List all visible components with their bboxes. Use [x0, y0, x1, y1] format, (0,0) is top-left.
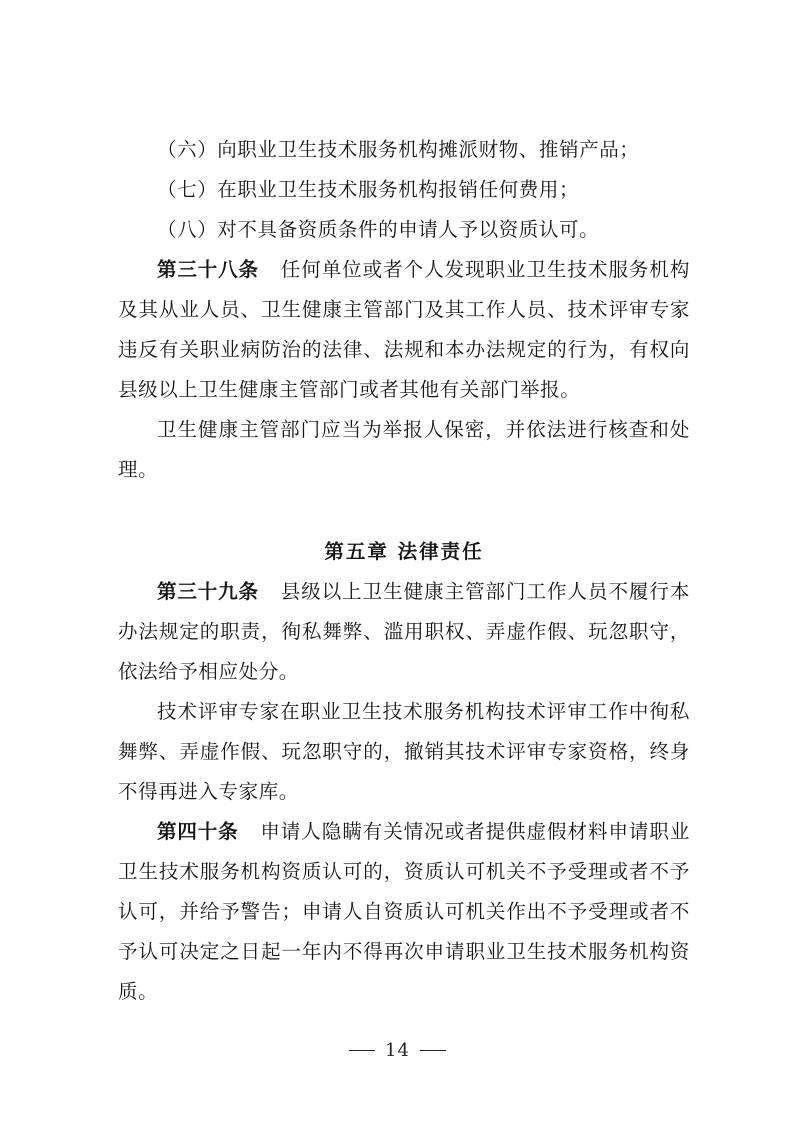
- page-number: 14: [385, 1040, 410, 1061]
- article-39-label: 第三十九条: [157, 580, 259, 603]
- footer-dash-right: [420, 1050, 446, 1051]
- article-39-subparagraph: 技术评审专家在职业卫生技术服务机构技术评审工作中徇私舞弊、弄虚作假、玩忽职守的，撤销其技术评审专家资格，终身不得再进入专家库。: [118, 700, 690, 803]
- article-39-text: 县级以上卫生健康主管部门工作人员不履行本办法规定的职责，徇私舞弊、滥用职权、弄虚作假、玩忽职守，依法给予相应处分。: [118, 580, 690, 683]
- list-item: （七）在职业卫生技术服务机构报销任何费用；: [157, 178, 580, 201]
- page-footer: [0, 1040, 795, 1062]
- article-38-text: 任何单位或者个人发现职业卫生技术服务机构及其从业人员、卫生健康主管部门及其工作人员、技术评审专家违反有关职业病防治的法律、法规和本办法规定的行为，有权向县级以上卫生健康主管部门或者其他有关部门举报。: [118, 258, 690, 401]
- article-40: [118, 812, 690, 1012]
- article-40-label: 第四十条: [157, 820, 239, 843]
- chapter-heading: 第五章 法律责任: [324, 540, 484, 563]
- footer-dash-left: [349, 1050, 375, 1051]
- article-38-label: 第三十八条: [157, 258, 259, 281]
- document-body: [118, 130, 690, 1012]
- article-39: [118, 572, 690, 692]
- article-38-subparagraph: 卫生健康主管部门应当为举报人保密，并依法进行核查和处理。: [118, 418, 690, 481]
- article-38: [118, 250, 690, 410]
- list-item: （六）向职业卫生技术服务机构摊派财物、推销产品；: [157, 138, 640, 161]
- list-item: （八）对不具备资质条件的申请人予以资质认可。: [157, 218, 600, 241]
- article-40-text: 申请人隐瞒有关情况或者提供虚假材料申请职业卫生技术服务机构资质认可的，资质认可机关不予受理或者不予认可，并给予警告；申请人自资质认可机关作出不予受理或者不予认可决定之日起一年内不得再次申请职业卫生技术服务机构资质。: [118, 820, 690, 1003]
